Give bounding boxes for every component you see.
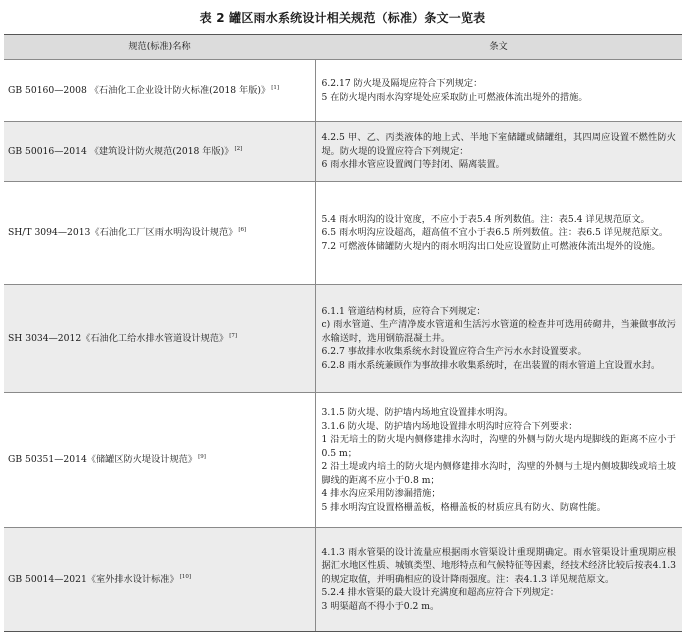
clause-line: 6.5 雨水明沟应设超高，超高值不宜小于表6.5 所列数值。注：表6.5 详见规范原文。 xyxy=(321,227,669,239)
reference-mark: [9] xyxy=(198,454,206,461)
clause-line: 6.2.17 防火堤及隔堤应符合下列规定： xyxy=(321,78,483,89)
clause-line: 4.2.5 甲、乙、丙类液体的地上式、半地下室储罐或储罐组，其四周应设置不燃性防火堤。防火堤的设置应符合下列规定： xyxy=(321,132,676,157)
table-row xyxy=(4,393,682,528)
table-caption: 表 2 罐区雨水系统设计相关规范（标准）条文一览表 xyxy=(199,11,486,25)
clause-line: 6 雨水排水管应设置阀门等封闭、隔离装置。 xyxy=(321,159,505,171)
clause-cell xyxy=(315,122,682,182)
reference-mark: [1] xyxy=(271,84,279,91)
clause-line: 6.2.8 雨水系统兼顾作为事故排水收集系统时，在出装置的雨水管道上宜设置水封。 xyxy=(321,359,661,371)
reference-mark: [6] xyxy=(238,227,247,234)
clause-line: 1 沿无培土的防火堤内侧修建排水沟时，沟壁的外侧与防火堤内堤脚线的距离不应小于0.5 m； xyxy=(321,434,676,459)
reference-mark: [10] xyxy=(179,573,191,580)
clause-line: 5.2.4 排水管渠的最大设计充满度和超高应符合下列规定： xyxy=(321,587,560,599)
table-row xyxy=(4,122,682,182)
clause-line: 7.2 可燃液体储罐防火堤内的雨水明沟出口处应设置防止可燃液体流出堤外的设施。 xyxy=(321,240,661,252)
standard-name: GB 50016—2014 《建筑设计防火规范(2018 年版)》 xyxy=(8,145,234,157)
standard-name-cell xyxy=(4,285,315,393)
table-row xyxy=(4,285,682,393)
clause-line: 4 排水沟应采用防渗漏措施； xyxy=(321,488,441,499)
clause-line: 6.2.7 事故排水收集系统水封设置应符合生产污水水封设置要求。 xyxy=(321,346,587,358)
header-clause: 条文 xyxy=(315,35,682,60)
standard-name-cell xyxy=(4,60,315,122)
standard-name-cell xyxy=(4,528,315,632)
clause-line: 3 明渠超高不得小于0.2 m。 xyxy=(321,600,440,612)
clause-line: c) 雨水管道、生产清净废水管道和生活污水管道的检查井可选用砖砌井，当兼做事故污水输送时，选用钢筋混凝土井。 xyxy=(321,319,676,344)
clause-line: 3.1.6 防火堤、防护墙内场地设置排水明沟时应符合下列要求： xyxy=(321,420,578,432)
clause-line: 3.1.5 防火堤、防护墙内场地宜设置排水明沟。 xyxy=(321,407,514,418)
standard-name: GB 50160—2008 《石油化工企业设计防火标准(2018 年版)》 xyxy=(8,84,271,96)
clause-line: 5.4 雨水明沟的设计宽度，不应小于表5.4 所列数值。注：表5.4 详见规范原文。 xyxy=(321,213,650,225)
clause-line: 2 沿土堤或内培土的防火堤内侧修建排水沟时，沟壁的外侧与土堤内侧坡脚线或培土坡脚线的距离不应小于0.8 m； xyxy=(321,461,676,486)
header-standard-name: 规范(标准)名称 xyxy=(4,35,315,60)
clause-cell xyxy=(315,182,682,285)
standard-name-cell xyxy=(4,393,315,528)
reference-mark: [2] xyxy=(234,145,243,152)
clause-line: 6.1.1 管道结构材质，应符合下列规定： xyxy=(321,305,486,317)
reference-mark: [7] xyxy=(229,332,237,339)
clause-line: 5 在防火堤内雨水沟穿堤处应采取防止可燃液体流出堤外的措施。 xyxy=(321,91,588,103)
standard-name: GB 50014—2021《室外排水设计标准》 xyxy=(8,573,179,585)
table-row xyxy=(4,60,682,122)
clause-line: 4.1.3 雨水管渠的设计流量应根据雨水管渠设计重现期确定。雨水管渠设计重现期应根据汇水地区性质、城镇类型、地形特点和气候特征等因素，经技术经济比较后按表4.1.3 的规定取值，并明确相应的设计降雨强度。注：表4.1.3 详见规范原文。 xyxy=(321,546,676,585)
clause-cell xyxy=(315,60,682,122)
standard-name-cell xyxy=(4,122,315,182)
spec-table xyxy=(4,34,682,632)
clause-cell xyxy=(315,393,682,528)
standard-name: SH/T 3094—2013《石油化工厂区雨水明沟设计规范》 xyxy=(8,227,238,239)
table-row xyxy=(4,528,682,632)
table-row xyxy=(4,182,682,285)
clause-line: 5 排水明沟宜设置格栅盖板，格栅盖板的材质应具有防火、防腐性能。 xyxy=(321,501,606,513)
standard-name: GB 50351—2014《储罐区防火堤设计规范》 xyxy=(8,454,198,466)
clause-cell xyxy=(315,528,682,632)
clause-cell xyxy=(315,285,682,393)
standard-name: SH 3034—2012《石油化工给水排水管道设计规范》 xyxy=(8,332,229,344)
table-header-row xyxy=(4,35,682,60)
standard-name-cell xyxy=(4,182,315,285)
